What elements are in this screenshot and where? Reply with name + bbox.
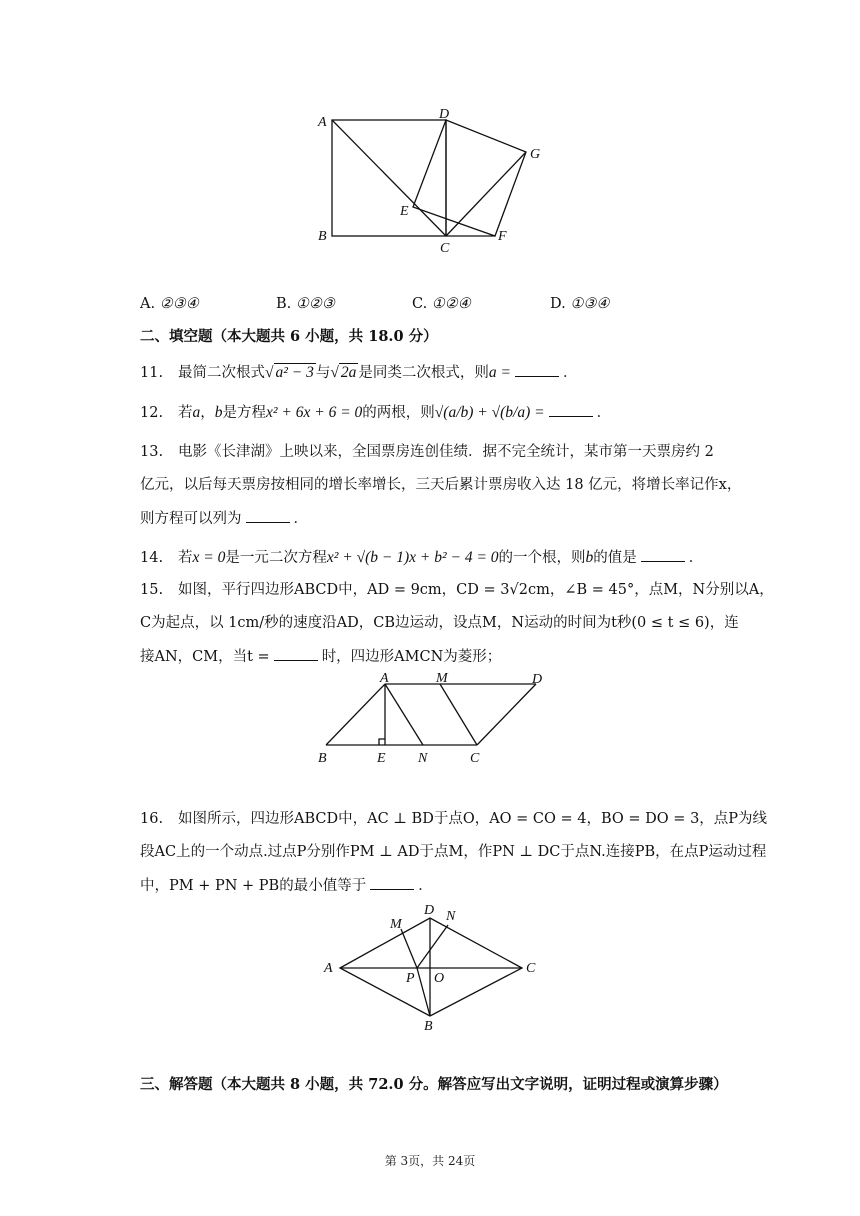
answer-blank-11[interactable] (515, 362, 559, 377)
choice-c: C. ①②④ (412, 296, 471, 312)
question-13-line-1: 13. 电影《长津湖》上映以来，全国票房连创佳绩．据不完全统计，某市第一天票房约 2 (140, 444, 714, 460)
choice-a: A. ②③④ (140, 296, 199, 312)
question-12: 12. 若a，b是方程x² + 6x + 6 = 0的两根，则√(a/b) + √(b/a) = ． (140, 404, 612, 421)
label-M: M (390, 917, 402, 932)
label-C: C (470, 751, 480, 766)
answer-blank-16[interactable] (370, 875, 414, 890)
label-E: E (400, 204, 409, 219)
page-footer: 第 3页，共 24页 (384, 1154, 476, 1168)
label-C: C (440, 241, 450, 256)
answer-blank-15[interactable] (274, 646, 318, 661)
answer-blank-13[interactable] (246, 508, 290, 523)
figure-parallelogram (312, 668, 552, 768)
label-E: E (377, 751, 386, 766)
figure-rhombus (316, 896, 556, 1036)
label-A: A (324, 961, 333, 976)
label-B: B (424, 1019, 433, 1034)
question-16-line-2: 段AC上的一个动点.过点P分别作PM ⊥ AD于点M，作PN ⊥ DC于点N.连接PB，在点P运动过程 (140, 844, 767, 860)
label-A: A (318, 115, 327, 130)
section-answer-title: 三、解答题（本大题共 8 小题，共 72.0 分。解答应写出文字说明，证明过程或演算步骤） (140, 1076, 728, 1093)
label-D: D (424, 903, 435, 918)
choice-d: D. ①③④ (550, 296, 610, 312)
label-D: D (439, 107, 450, 122)
question-15-line-1: 15. 如图，平行四边形ABCD中，AD = 9cm，CD = 3√2cm，∠B = 45°，点M，N分别以A， (140, 582, 774, 598)
label-N: N (418, 751, 428, 766)
label-N: N (446, 909, 456, 924)
question-15-line-3: 接AN，CM，当t = 时，四边形AMCN为菱形； (140, 646, 501, 667)
figure-squares (300, 100, 560, 260)
question-16-line-1: 16. 如图所示，四边形ABCD中，AC ⊥ BD于点O，AO = CO = 4，BO = DO = 3，点P为线 (140, 811, 768, 827)
choice-b: B. ①②③ (276, 296, 335, 312)
label-P: P (406, 971, 415, 986)
question-16-line-3: 中，PM + PN + PB的最小值等于 ． (140, 875, 433, 896)
question-14: 14. 若x = 0是一元二次方程x² + √(b − 1)x + b² − 4 = 0的一个根，则b的值是 ． (140, 549, 704, 566)
label-O: O (434, 971, 445, 986)
label-D: D (532, 672, 543, 687)
section-fill-blank-title: 二、填空题（本大题共 6 小题，共 18.0 分） (140, 328, 438, 345)
answer-blank-12[interactable] (549, 402, 593, 417)
question-13-line-2: 亿元，以后每天票房按相同的增长率增长，三天后累计票房收入达 18 亿元，将增长率记作x， (140, 477, 742, 493)
label-G: G (530, 147, 541, 162)
question-15-line-2: C为起点，以 1cm/秒的速度沿AD，CB边运动，设点M，N运动的时间为t秒(0 ≤ t ≤ 6)，连 (140, 615, 739, 631)
question-11: 11. 最简二次根式√ a² − 3 与√ 2a 是同类二次根式，则a = ． (140, 364, 578, 381)
label-C: C (526, 961, 536, 976)
answer-blank-14[interactable] (641, 547, 685, 562)
label-B: B (318, 751, 327, 766)
question-13-line-3: 则方程可以列为 ． (140, 508, 308, 529)
label-F: F (498, 229, 507, 244)
label-B: B (318, 229, 327, 244)
label-A: A (380, 671, 389, 686)
label-M: M (436, 671, 448, 686)
